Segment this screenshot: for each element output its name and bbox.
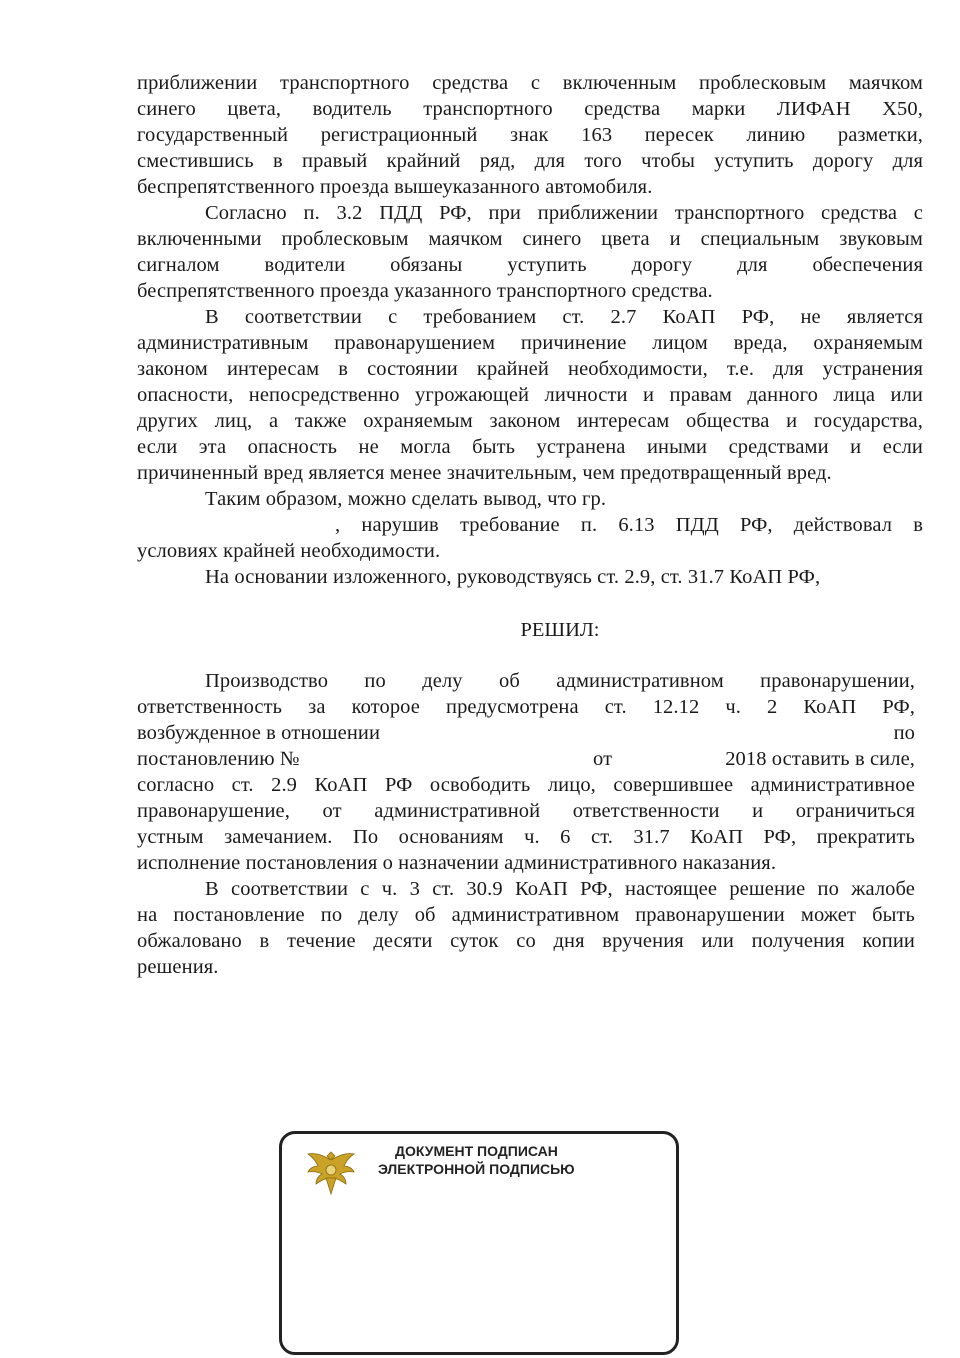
text-line: приближении транспортного средства с включенным проблесковым маячком	[137, 72, 923, 94]
text-line: опасности, непосредственно угрожающей личности и правам данного лица или	[137, 384, 923, 406]
text-fragment: возбужденное в отношении	[137, 722, 381, 744]
text-line: законом интересам в состоянии крайней необходимости, т.е. для устранения	[137, 358, 923, 380]
text-fragment: по	[893, 722, 915, 744]
text-line: других лиц, а также охраняемым законом интересам общества и государства,	[137, 410, 923, 432]
stamp-line-2: ЭЛЕКТРОННОЙ ПОДПИСЬЮ	[378, 1161, 575, 1177]
text-line: Согласно п. 3.2 ПДД РФ, при приближении транспортного средства с	[205, 202, 923, 224]
text-line: причиненный вред является менее значительным, чем предотвращенный вред.	[137, 462, 832, 484]
text-line: административным правонарушением причинение лицом вреда, охраняемым	[137, 332, 923, 354]
text-line: решения.	[137, 956, 219, 978]
electronic-signature-stamp	[279, 1131, 679, 1355]
text-line: Производство по делу об административном правонарушении,	[205, 670, 915, 692]
text-line: сигналом водители обязаны уступить дорогу для обеспечения	[137, 254, 923, 276]
text-fragment: постановлению №	[137, 748, 300, 770]
decision-body	[137, 668, 915, 980]
text-line: В соответствии с ч. 3 ст. 30.9 КоАП РФ, настоящее решение по жалобе	[205, 878, 915, 900]
document-body	[137, 70, 923, 590]
double-headed-eagle-emblem-icon	[304, 1146, 358, 1200]
text-line: исполнение постановления о назначении административного наказания.	[137, 852, 777, 874]
text-line: беспрепятственного проезда вышеуказанного автомобиля.	[137, 176, 653, 198]
text-line: синего цвета, водитель транспортного средства марки ЛИФАН X50,	[137, 98, 923, 120]
text-line: ответственность за которое предусмотрена ст. 12.12 ч. 2 КоАП РФ,	[137, 696, 915, 718]
stamp-text	[378, 1142, 575, 1178]
text-fragment: от	[593, 748, 613, 770]
text-fragment: 2018 оставить в силе,	[725, 748, 915, 770]
text-line: На основании изложенного, руководствуясь ст. 2.9, ст. 31.7 КоАП РФ,	[205, 566, 821, 588]
text-line: условиях крайней необходимости.	[137, 540, 441, 562]
text-line: обжаловано в течение десяти суток со дня вручения или получения копии	[137, 930, 915, 952]
text-line: на постановление по делу об административном правонарушении может быть	[137, 904, 915, 926]
text-line: правонарушение, от административной ответственности и ограничиться	[137, 800, 915, 822]
text-line: государственный регистрационный знак 163 пересек линию разметки,	[137, 124, 923, 146]
text-line: сместившись в правый крайний ряд, для того чтобы уступить дорогу для	[137, 150, 923, 172]
text-line: беспрепятственного проезда указанного транспортного средства.	[137, 280, 713, 302]
text-line: если эта опасность не могла быть устранена иными средствами и если	[137, 436, 923, 458]
text-line: Таким образом, можно сделать вывод, что гр.	[205, 488, 607, 510]
text-line: включенными проблесковым маячком синего цвета и специальным звуковым	[137, 228, 923, 250]
decision-heading: РЕШИЛ:	[520, 619, 600, 641]
text-line: В соответствии с требованием ст. 2.7 КоАП РФ, не является	[205, 306, 923, 328]
text-line: согласно ст. 2.9 КоАП РФ освободить лицо, совершившее административное	[137, 774, 915, 796]
text-line: , нарушив требование п. 6.13 ПДД РФ, действовал в	[335, 514, 923, 536]
text-line: устным замечанием. По основаниям ч. 6 ст. 31.7 КоАП РФ, прекратить	[137, 826, 915, 848]
text-line	[137, 746, 915, 772]
text-line	[137, 720, 915, 746]
stamp-line-1: ДОКУМЕНТ ПОДПИСАН	[395, 1143, 558, 1159]
